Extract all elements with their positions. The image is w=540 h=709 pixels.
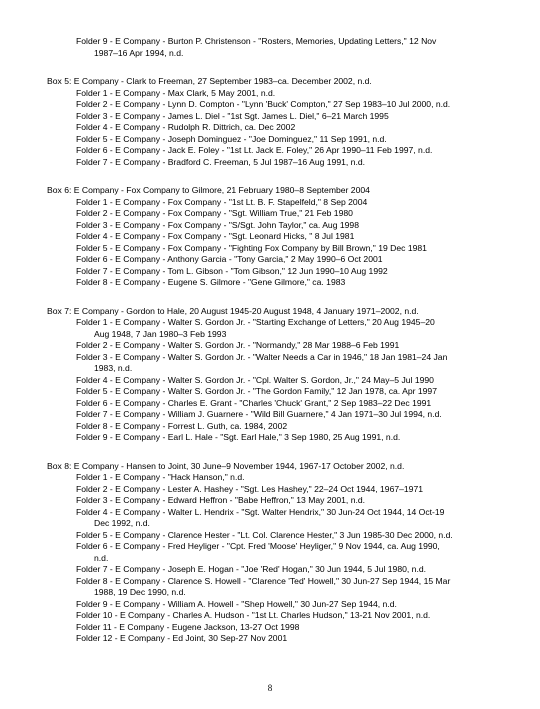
folder-entry: Folder 1 - E Company - Max Clark, 5 May 2001, n.d. <box>76 88 276 98</box>
folder-entry: Folder 3 - E Company - James L. Diel - "1st Sgt. James L. Diel," 6–21 March 1995 <box>76 111 389 121</box>
folder-entry: Folder 7 - E Company - Tom L. Gibson - "Tom Gibson," 12 Jun 1990–10 Aug 1992 <box>76 266 388 276</box>
folder-entry: Folder 7 - E Company - Bradford C. Freeman, 5 Jul 1987–16 Aug 1991, n.d. <box>76 157 366 167</box>
folder-entry: Folder 3 - E Company - Edward Heffron - "Babe Heffron," 13 May 2001, n.d. <box>76 495 366 505</box>
page-number: 8 <box>267 683 273 693</box>
folder-entry-continuation: 1987–16 Apr 1994, n.d. <box>94 48 184 58</box>
folder-entry: Folder 6 - E Company - Anthony Garcia - "Tony Garcia," 2 May 1990–6 Oct 2001 <box>76 254 383 264</box>
folder-entry: Folder 3 - E Company - Walter S. Gordon Jr. - "Walter Needs a Car in 1946," 18 Jan 1981–24 Jan <box>76 352 448 362</box>
box-5-header: Box 5: E Company - Clark to Freeman, 27 September 1983–ca. December 2002, n.d. <box>47 76 372 86</box>
folder-entry: Folder 9 - E Company - William A. Howell - "Shep Howell," 30 Jun-27 Sep 1944, n.d. <box>76 599 397 609</box>
box-6-header: Box 6: E Company - Fox Company to Gilmore, 21 February 1980–8 September 2004 <box>47 185 370 195</box>
folder-entry: Folder 4 - E Company - Fox Company - "Sgt. Leonard Hicks, " 8 Jul 1981 <box>76 231 355 241</box>
folder-entry: Folder 8 - E Company - Clarence S. Howell - "Clarence 'Ted' Howell," 30 Jun-27 Sep 1944, 15 Mar <box>76 576 451 586</box>
folder-entry: Folder 1 - E Company - Fox Company - "1st Lt. B. F. Stapelfeld," 8 Sep 2004 <box>76 197 368 207</box>
folder-entry: Folder 5 - E Company - Fox Company - "Fighting Fox Company by Bill Brown," 19 Dec 1981 <box>76 243 427 253</box>
folder-entry: Folder 2 - E Company - Lynn D. Compton - "Lynn 'Buck' Compton," 27 Sep 1983–10 Jul 2000, n.d. <box>76 99 451 109</box>
folder-entry: Folder 6 - E Company - Jack E. Foley - "1st Lt. Jack E. Foley," 26 Apr 1990–11 Feb 1997, n.d. <box>76 145 433 155</box>
folder-entry: Folder 9 - E Company - Burton P. Christenson - "Rosters, Memories, Updating Letters," 12 Nov <box>76 36 437 46</box>
folder-entry: Folder 11 - E Company - Eugene Jackson, 13-27 Oct 1998 <box>76 622 300 632</box>
folder-entry-continuation: Dec 1992, n.d. <box>94 518 150 528</box>
folder-entry: Folder 5 - E Company - Clarence Hester - "Lt. Col. Clarence Hester," 3 Jun 1985-30 Dec 2000, n.d. <box>76 530 453 540</box>
box-7-header: Box 7: E Company - Gordon to Hale, 20 August 1945-20 August 1948, 4 January 1971–2002, n.d. <box>47 306 419 316</box>
folder-entry: Folder 4 - E Company - Walter L. Hendrix - "Sgt. Walter Hendrix," 30 Jun-24 Oct 1944, 14 Oct-19 <box>76 507 445 517</box>
folder-entry-continuation: Aug 1948, 7 Jan 1980–3 Feb 1993 <box>94 329 227 339</box>
folder-entry: Folder 6 - E Company - Charles E. Grant - "Charles 'Chuck' Grant," 2 Sep 1983–22 Dec 1991 <box>76 398 432 408</box>
folder-entry-continuation: 1983, n.d. <box>94 363 133 373</box>
folder-entry: Folder 5 - E Company - Joseph Dominguez - "Joe Dominguez," 11 Sep 1991, n.d. <box>76 134 387 144</box>
folder-entry: Folder 2 - E Company - Fox Company - "Sgt. William True," 21 Feb 1980 <box>76 208 353 218</box>
folder-entry: Folder 1 - E Company - "Hack Hanson," n.d. <box>76 472 245 482</box>
folder-entry: Folder 9 - E Company - Earl L. Hale - "Sgt. Earl Hale," 3 Sep 1980, 25 Aug 1991, n.d. <box>76 432 401 442</box>
folder-entry: Folder 8 - E Company - Eugene S. Gilmore - "Gene Gilmore," ca. 1983 <box>76 277 346 287</box>
folder-entry: Folder 6 - E Company - Fred Heyliger - "Cpt. Fred 'Moose' Heyliger," 9 Nov 1944, ca. Aug 1990, <box>76 541 440 551</box>
folder-entry: Folder 2 - E Company - Lester A. Hashey - "Sgt. Les Hashey," 22–24 Oct 1944, 1967–1971 <box>76 484 424 494</box>
folder-entry: Folder 8 - E Company - Forrest L. Guth, ca. 1984, 2002 <box>76 421 288 431</box>
folder-entry: Folder 10 - E Company - Charles A. Hudson - "1st Lt. Charles Hudson," 13-21 Nov 2001, n.d. <box>76 610 431 620</box>
folder-entry-continuation: 1988, 19 Dec 1990, n.d. <box>94 587 186 597</box>
folder-entry: Folder 7 - E Company - Joseph E. Hogan - "Joe 'Red' Hogan," 30 Jun 1944, 5 Jul 1980, n.d. <box>76 564 426 574</box>
folder-entry-continuation: n.d. <box>94 553 109 563</box>
folder-entry: Folder 2 - E Company - Walter S. Gordon Jr. - "Normandy," 28 Mar 1988–6 Feb 1991 <box>76 340 400 350</box>
folder-entry: Folder 4 - E Company - Rudolph R. Dittrich, ca. Dec 2002 <box>76 122 296 132</box>
folder-entry: Folder 1 - E Company - Walter S. Gordon Jr. - "Starting Exchange of Letters," 20 Aug 1945–20 <box>76 317 435 327</box>
folder-entry: Folder 5 - E Company - Walter S. Gordon Jr. - "The Gordon Family," 12 Jan 1978, ca. Apr 1997 <box>76 386 437 396</box>
folder-entry: Folder 12 - E Company - Ed Joint, 30 Sep-27 Nov 2001 <box>76 633 288 643</box>
folder-entry: Folder 4 - E Company - Walter S. Gordon Jr. - "Cpl. Walter S. Gordon, Jr.," 24 May–5 Jul 1990 <box>76 375 434 385</box>
box-8-header: Box 8: E Company - Hansen to Joint, 30 June–9 November 1944, 1967-17 October 2002, n.d. <box>47 461 405 471</box>
folder-entry: Folder 3 - E Company - Fox Company - "S/Sgt. John Taylor," ca. Aug 1998 <box>76 220 359 230</box>
folder-entry: Folder 7 - E Company - William J. Guarnere - "Wild Bill Guarnere," 4 Jan 1971–30 Jul 1994, n.d. <box>76 409 442 419</box>
